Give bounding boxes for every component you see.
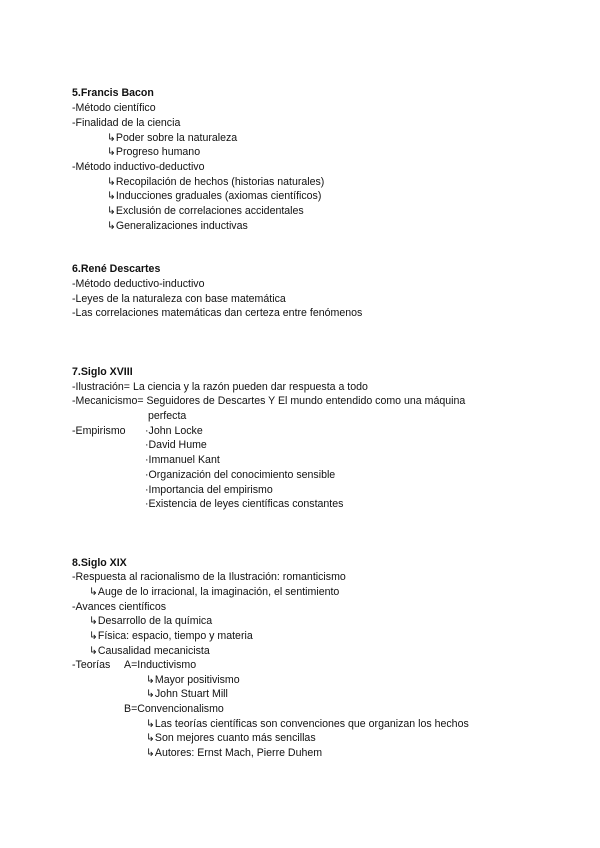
text-line: ↳John Stuart Mill <box>146 688 228 700</box>
text-line: ↳Las teorías científicas son convenciones que organizan los hechos <box>146 718 469 730</box>
text-line: ↳Autores: Ernst Mach, Pierre Duhem <box>146 747 323 759</box>
section-7-title: 7.Siglo XVIII <box>72 366 133 378</box>
text-line: ·Existencia de leyes científicas constantes <box>145 498 344 510</box>
text-line: ↳Causalidad mecanicista <box>89 645 210 657</box>
text-line: ·David Hume <box>145 439 207 451</box>
text-line: A=Inductivismo <box>124 659 197 671</box>
text-line: ·Importancia del empirismo <box>145 484 273 496</box>
text-line: ·John Locke <box>145 425 203 437</box>
text-line: -Método científico <box>72 102 156 114</box>
text-line: -Empirismo <box>72 425 126 437</box>
text-line: -Mecanicismo= Seguidores de Descartes Y El mundo entendido como una máquina <box>72 395 466 407</box>
text-line: ↳Recopilación de hechos (historias naturales) <box>107 176 325 188</box>
text-line: perfecta <box>148 410 187 422</box>
section-6-title: 6.René Descartes <box>72 263 161 275</box>
text-line: ↳Mayor positivismo <box>146 674 240 686</box>
text-line: -Avances científicos <box>72 601 167 613</box>
text-line: -Respuesta al racionalismo de la Ilustración: romanticismo <box>72 571 346 583</box>
text-line: ↳Desarrollo de la química <box>89 615 213 627</box>
text-line: ↳Inducciones graduales (axiomas científicos) <box>107 190 322 202</box>
text-line: -Teorías <box>72 659 111 671</box>
text-line: -Finalidad de la ciencia <box>72 117 181 129</box>
text-line: ↳Física: espacio, tiempo y materia <box>89 630 253 642</box>
text-line: -Leyes de la naturaleza con base matemática <box>72 293 286 305</box>
text-line: -Método inductivo-deductivo <box>72 161 205 173</box>
text-line: ↳Exclusión de correlaciones accidentales <box>107 205 304 217</box>
text-line: -Ilustración= La ciencia y la razón pueden dar respuesta a todo <box>72 381 368 393</box>
text-line: -Las correlaciones matemáticas dan certeza entre fenómenos <box>72 307 363 319</box>
text-line: ↳Progreso humano <box>107 146 201 158</box>
section-5-title: 5.Francis Bacon <box>72 87 154 99</box>
text-line: B=Convencionalismo <box>124 703 224 715</box>
text-line: ↳Auge de lo irracional, la imaginación, el sentimiento <box>89 586 340 598</box>
text-line: ↳Son mejores cuanto más sencillas <box>146 732 316 744</box>
text-line: -Método deductivo-inductivo <box>72 278 205 290</box>
text-line: ·Immanuel Kant <box>145 454 220 466</box>
text-line: ·Organización del conocimiento sensible <box>145 469 336 481</box>
text-line: ↳Generalizaciones inductivas <box>107 220 248 232</box>
section-8-title: 8.Siglo XIX <box>72 557 127 569</box>
text-line: ↳Poder sobre la naturaleza <box>107 132 238 144</box>
